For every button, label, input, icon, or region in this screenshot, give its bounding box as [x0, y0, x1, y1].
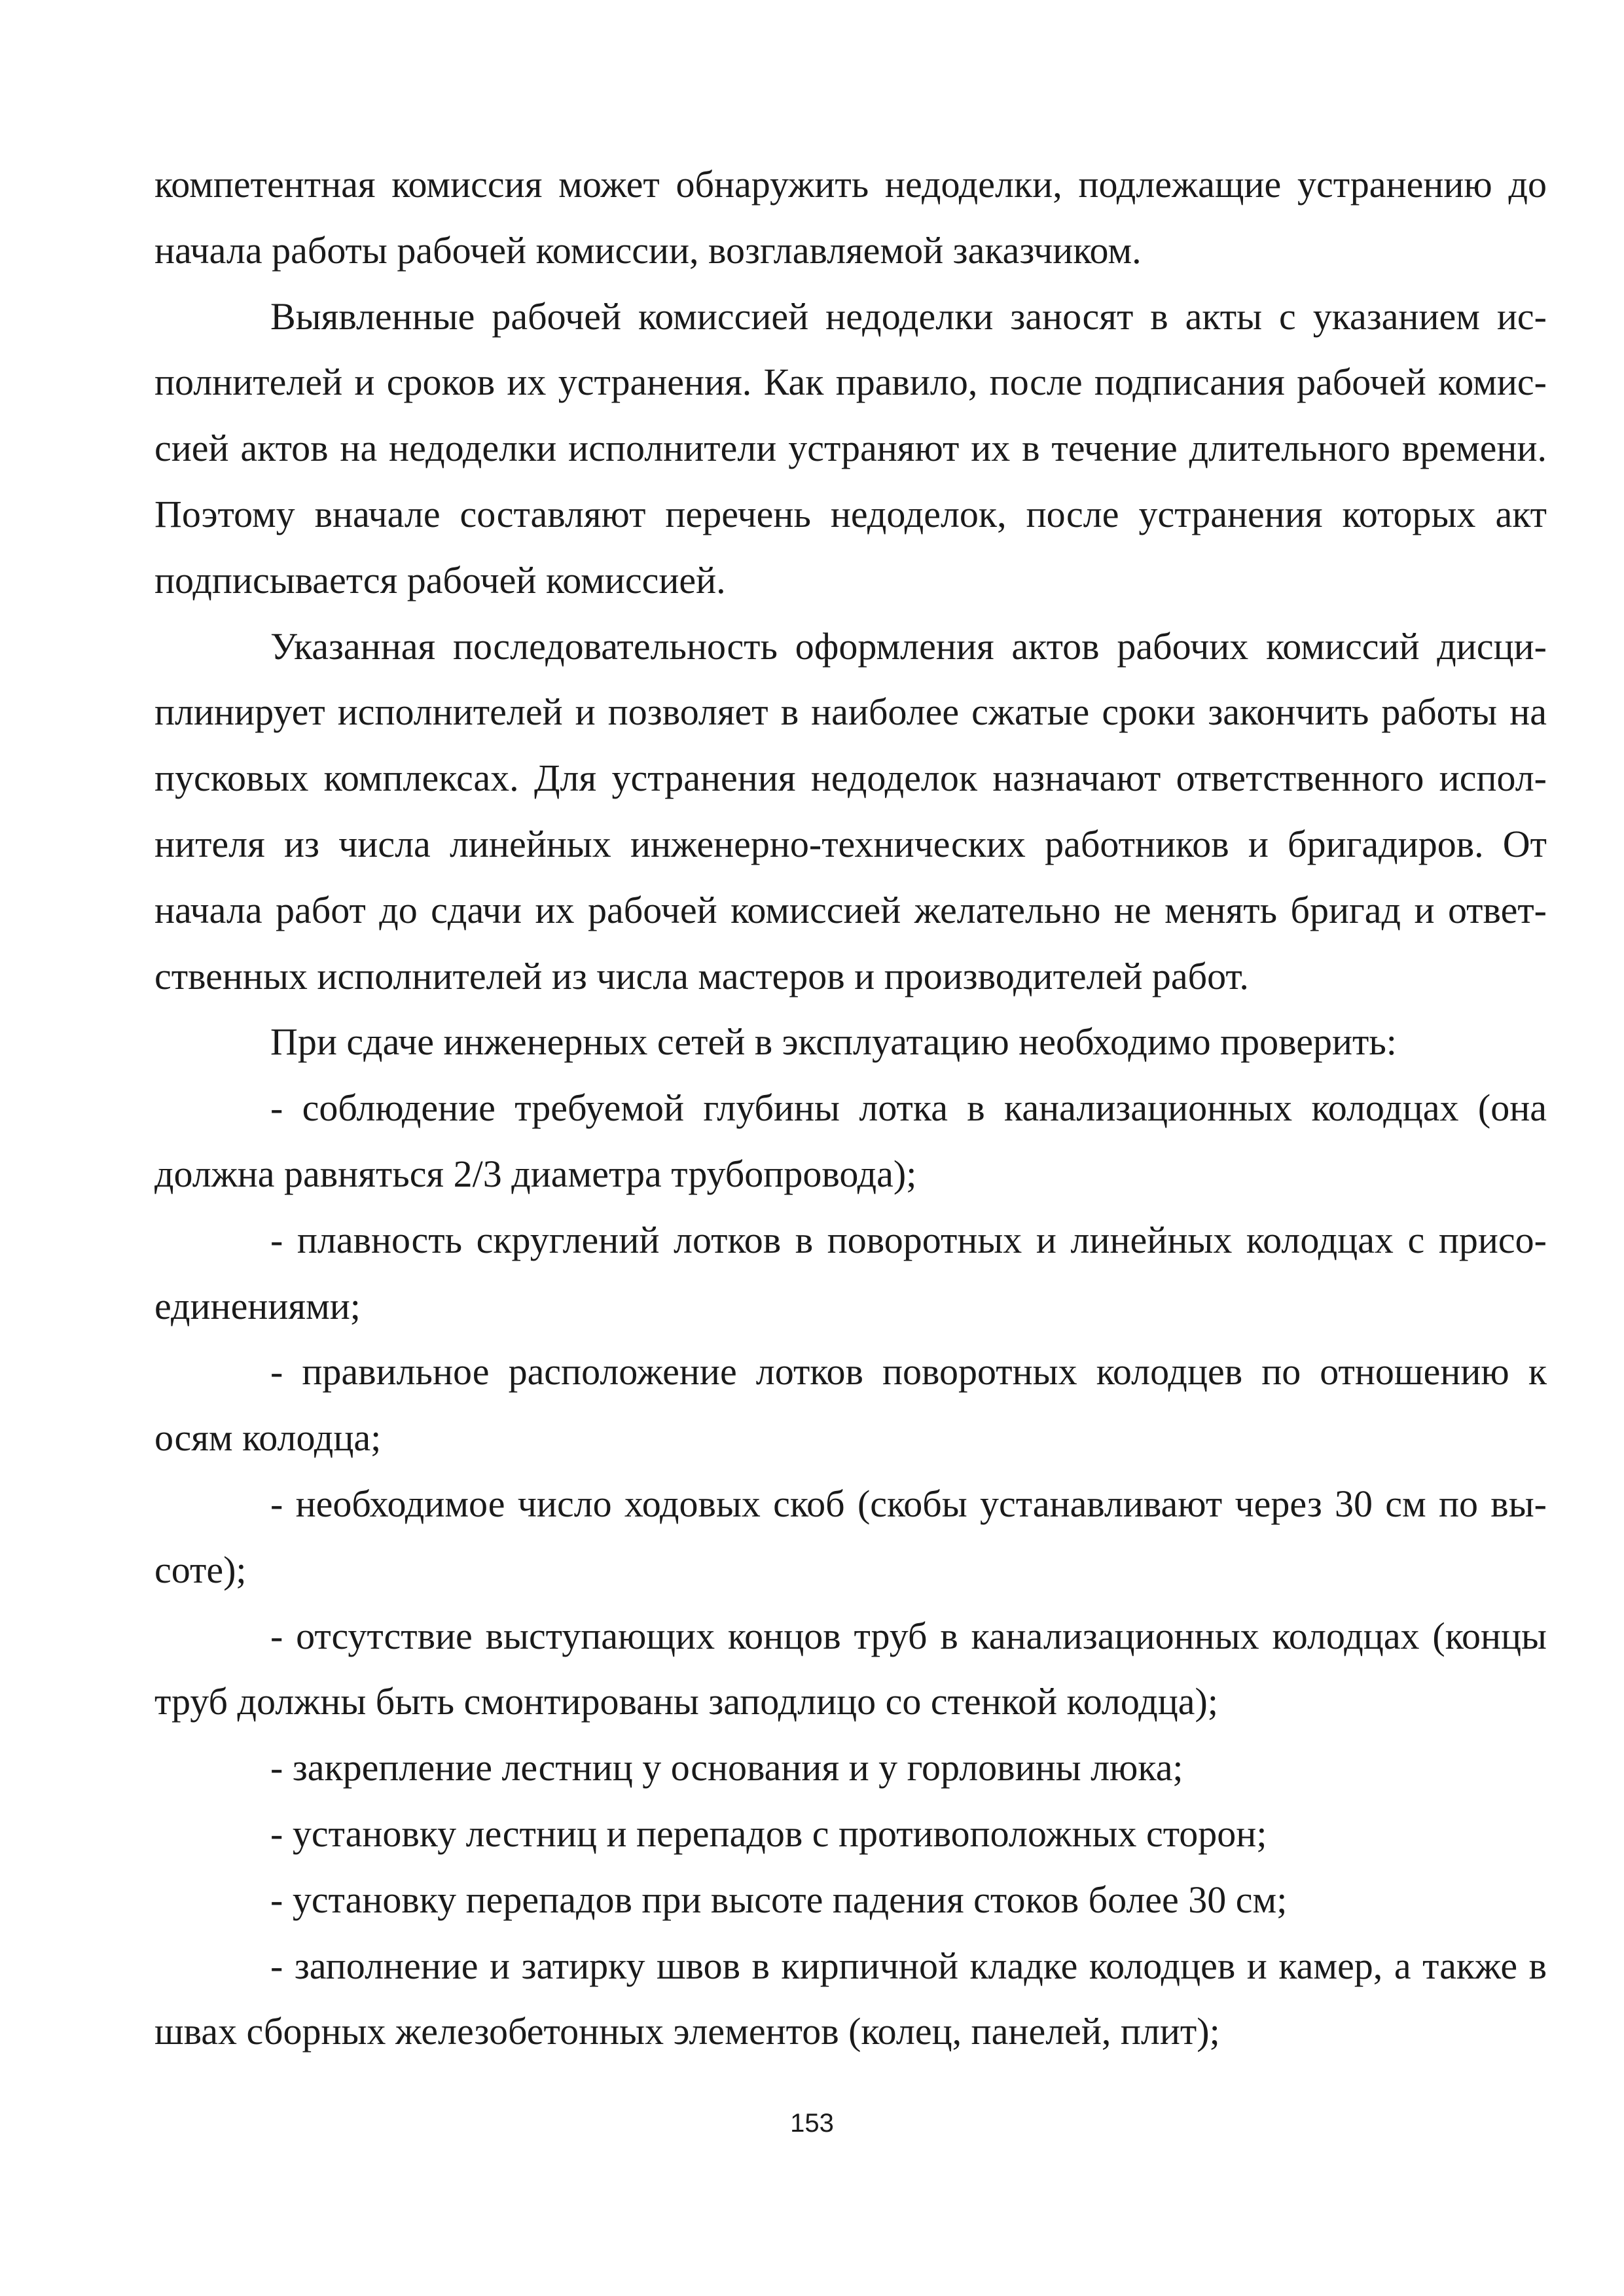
list-item: - отсутствие выступающих концов труб в канализационных колодцах (концы труб должны быть смонтированы заподлицо со стенкой колодца); [154, 1614, 1547, 1723]
paragraph-sequence: Указанная последовательность оформления актов рабочих комиссий дисциплинирует исполнителей и позволяет в наиболее сжатые сроки закончить работы на пусковых комплексах. Для устранения недоделок назначают ответственного исполнителя из числа линейных инженерно-технических работников и бригадиров. От начала работ до сдачи их рабочей комиссией желательно не менять бригад и ответственных исполнителей из числа мастеров и производителей работ. [154, 624, 1547, 997]
page-number: 153 [790, 2109, 834, 2138]
paragraph-continuation: компетентная комиссия может обнаружить недоделки, подлежащие устранению до начала работы рабочей комиссии, возглавляемой заказчиком. [154, 163, 1547, 272]
page-body [154, 152, 1547, 2065]
list-item: - правильное расположение лотков поворотных колодцев по отношению к осям колодца; [154, 1350, 1547, 1460]
paragraph-defects-acts: Выявленные рабочей комиссией недоделки заносят в акты с указанием исполнителей и сроков их устранения. Как правило, после подписания рабочей комиссией актов на недоделки исполнители устраняют их в течение длительного времени. Поэтому вначале составляют перечень недоделок, после устранения которых акт подписывается рабочей комиссией. [154, 295, 1547, 601]
list-item: - заполнение и затирку швов в кирпичной кладке колодцев и камер, а также в швах сборных железобетонных элементов (колец, панелей, плит); [154, 1944, 1547, 2053]
list-item: - плавность скруглений лотков в поворотных и линейных колодцах с присоединениями; [154, 1218, 1547, 1327]
list-item: - закрепление лестниц у основания и у горловины люка; [270, 1746, 1183, 1789]
list-item: - соблюдение требуемой глубины лотка в канализационных колодцах (она должна равняться 2/3 диаметра трубопровода); [154, 1086, 1547, 1195]
list-item: - необходимое число ходовых скоб (скобы устанавливают через 30 см по высоте); [154, 1482, 1547, 1591]
list-item: - установку перепадов при высоте падения стоков более 30 см; [270, 1878, 1288, 1921]
list-item: - установку лестниц и перепадов с противоположных сторон; [270, 1812, 1267, 1855]
paragraph-checklist-intro: При сдаче инженерных сетей в эксплуатацию необходимо проверить: [270, 1020, 1397, 1064]
